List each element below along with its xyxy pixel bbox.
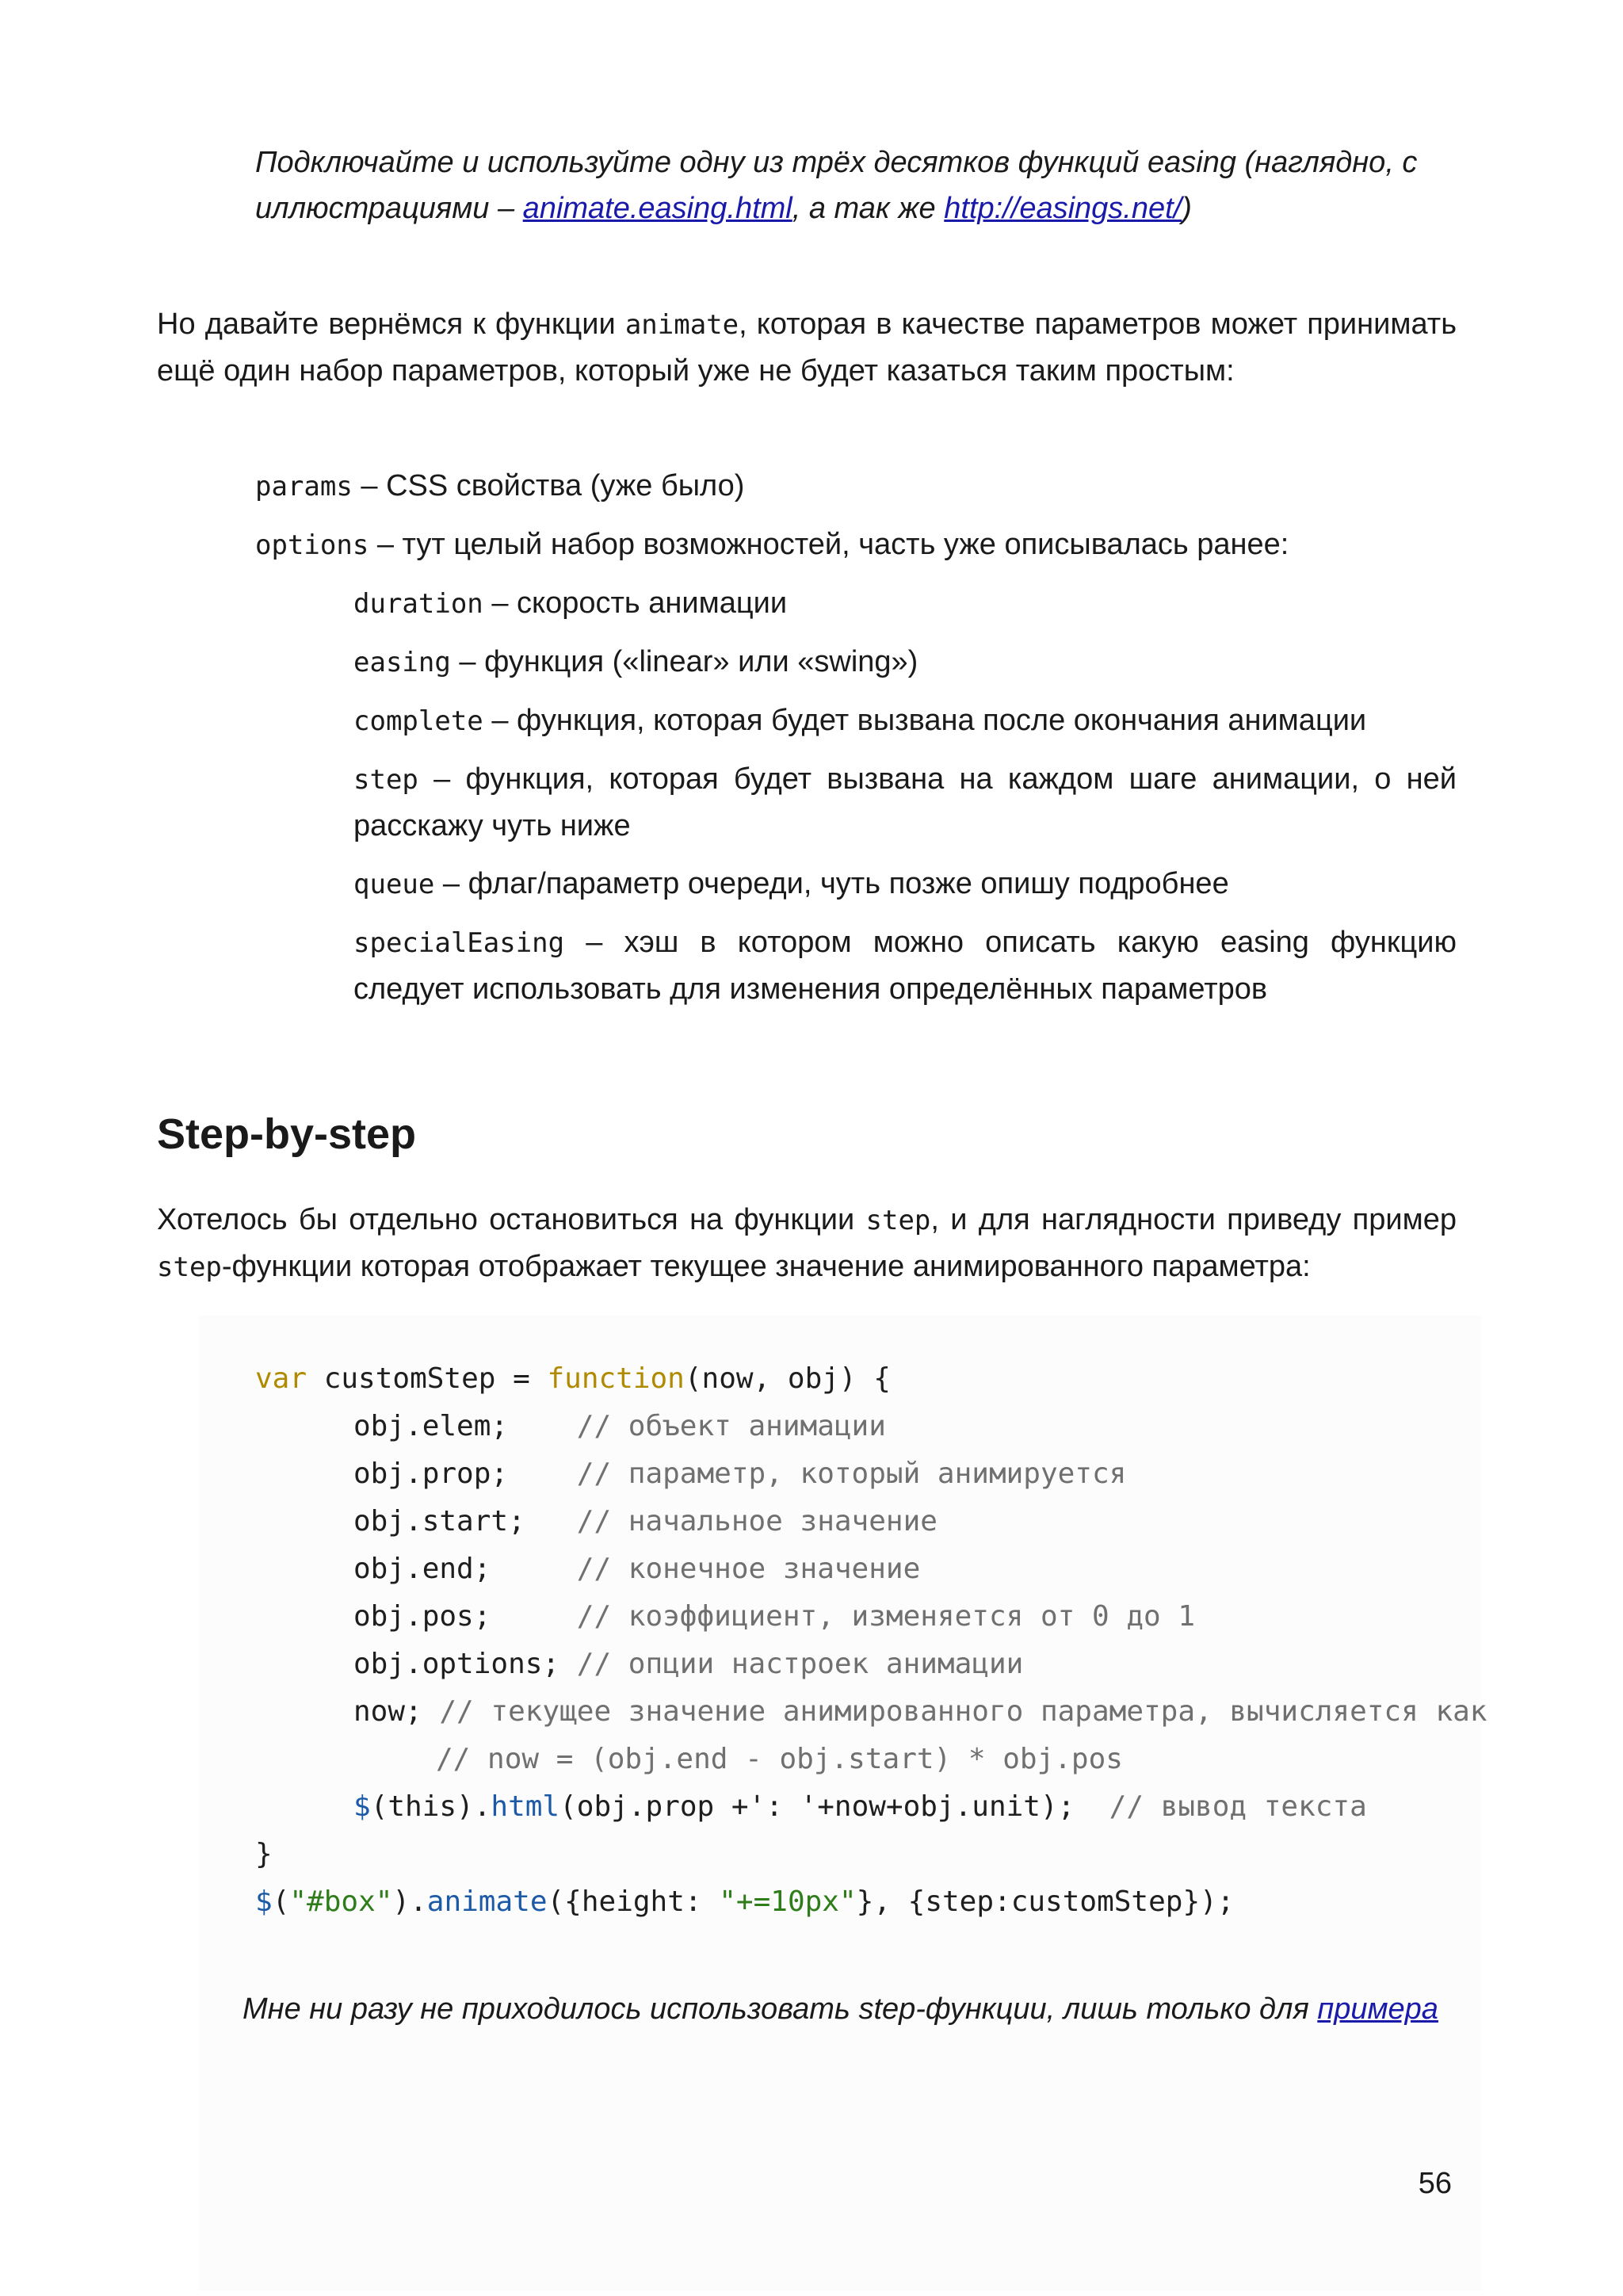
code-comment: // now = (obj.end - obj.start) * obj.pos xyxy=(436,1743,1123,1775)
code-text: ( xyxy=(272,1885,290,1918)
code-text: obj.prop; xyxy=(353,1457,577,1490)
code-text: obj.pos; xyxy=(353,1600,577,1633)
intro-note-end: ) xyxy=(1182,192,1192,225)
easing-demo-link[interactable]: animate.easing.html xyxy=(522,192,792,225)
code-comment: // начальное значение xyxy=(576,1505,938,1538)
code-line xyxy=(353,1593,1195,1641)
code-dollar: $ xyxy=(353,1790,371,1823)
option-desc: – функция, которая будет вызвана после окончания анимации xyxy=(483,704,1367,737)
para2-text-middle: , и для наглядности приведу пример xyxy=(930,1203,1457,1236)
intro-note-text: Подключайте и используйте одну из трёх десятков функций easing (наглядно, с иллюстрациями – xyxy=(255,146,1418,225)
closing-note xyxy=(242,1986,1463,2032)
param-item-options xyxy=(255,521,1460,568)
code-text: (this). xyxy=(370,1790,491,1823)
code-keyword: function xyxy=(547,1362,685,1395)
code-line xyxy=(353,1688,1487,1736)
easings-net-link[interactable]: http://easings.net/ xyxy=(944,192,1182,225)
code-line xyxy=(353,1783,1367,1831)
code-line xyxy=(255,1355,891,1403)
code-method: html xyxy=(491,1790,560,1823)
option-item-easing xyxy=(353,639,1457,686)
option-desc: – скорость анимации xyxy=(483,586,788,620)
code-line xyxy=(353,1498,938,1545)
code-line xyxy=(353,1403,886,1450)
example-link[interactable]: примера xyxy=(1317,1992,1438,2026)
option-desc: – флаг/параметр очереди, чуть позже опишу подробнее xyxy=(434,867,1229,900)
code-comment: // текущее значение анимированного параметра, вычисляется как xyxy=(439,1695,1487,1728)
code-line xyxy=(255,1878,1234,1926)
code-text: obj.options; xyxy=(353,1648,577,1680)
param-name: params xyxy=(255,471,353,502)
param-name: options xyxy=(255,529,369,561)
code-line xyxy=(353,1450,1126,1498)
closing-note-text: Мне ни разу не приходилось использовать step-функции, лишь только для xyxy=(242,1992,1318,2026)
paragraph-step-intro xyxy=(157,1197,1457,1290)
option-name: easing xyxy=(353,647,451,678)
section-heading: Step-by-step xyxy=(157,1110,417,1158)
option-name: complete xyxy=(353,705,483,737)
option-item-special-easing xyxy=(353,919,1457,1012)
param-item-params xyxy=(255,463,1460,510)
paragraph-animate-options xyxy=(157,301,1457,394)
code-comment: // коэффициент, изменяется от 0 до 1 xyxy=(576,1600,1196,1633)
code-text: (now, obj) { xyxy=(684,1362,891,1395)
code-comment: // опции настроек анимации xyxy=(576,1648,1024,1680)
para2-text-end: -функции которая отображает текущее значение анимированного параметра: xyxy=(221,1250,1311,1283)
option-desc: – функция («linear» или «swing») xyxy=(450,645,918,678)
code-comment: // конечное значение xyxy=(576,1553,921,1585)
code-text: obj.start; xyxy=(353,1505,577,1538)
option-item-duration xyxy=(353,580,1457,627)
intro-note xyxy=(255,139,1460,231)
code-comment: // параметр, который анимируется xyxy=(576,1457,1127,1490)
page-number: 56 xyxy=(1418,2167,1452,2200)
code-line xyxy=(353,1641,1023,1688)
code-text: ({height: xyxy=(547,1885,720,1918)
code-comment: // вывод текста xyxy=(1109,1790,1367,1823)
code-text: obj.elem; xyxy=(353,1410,577,1442)
option-item-queue xyxy=(353,861,1457,907)
option-desc: – хэш в котором можно описать какую easing функцию следует использовать для изменения определённых параметров xyxy=(353,926,1457,1006)
param-desc: – тут целый набор возможностей, часть уже описывалась ранее: xyxy=(369,528,1289,561)
option-name: specialEasing xyxy=(353,927,565,959)
para1-text-end: , которая в качестве параметров может принимать ещё один набор параметров, который уже не будет казаться таким простым: xyxy=(157,308,1457,388)
code-line xyxy=(353,1545,920,1593)
option-desc: – функция, которая будет вызвана на каждом шаге анимации, о ней расскажу чуть ниже xyxy=(353,762,1457,842)
option-name: queue xyxy=(353,869,435,900)
para1-text: Но давайте вернёмся к функции xyxy=(157,308,625,341)
code-string: "#box" xyxy=(289,1885,393,1918)
code-text: }, {step:customStep}); xyxy=(856,1885,1235,1918)
para2-text: Хотелось бы отдельно остановиться на функции xyxy=(157,1203,866,1236)
code-dollar: $ xyxy=(255,1885,273,1918)
code-text: now; xyxy=(353,1695,440,1728)
option-item-complete xyxy=(353,697,1457,744)
code-string: "+=10px" xyxy=(719,1885,857,1918)
code-text: ). xyxy=(392,1885,427,1918)
code-text: (obj.prop +': '+now+obj.unit); xyxy=(559,1790,1109,1823)
code-comment: // объект анимации xyxy=(576,1410,886,1442)
code-text: customStep = xyxy=(307,1362,548,1395)
code-line xyxy=(436,1736,1123,1783)
option-name: duration xyxy=(353,588,483,620)
code-text: obj.end; xyxy=(353,1553,577,1585)
inline-code-step-2: step xyxy=(157,1251,222,1283)
code-method: animate xyxy=(426,1885,548,1918)
inline-code-animate: animate xyxy=(624,309,739,341)
param-desc: – CSS свойства (уже было) xyxy=(352,469,745,502)
inline-code-step: step xyxy=(865,1205,931,1236)
code-line xyxy=(255,1831,273,1878)
intro-note-middle: , а так же xyxy=(792,192,945,225)
code-text: } xyxy=(255,1838,273,1870)
option-name: step xyxy=(353,764,418,796)
code-keyword: var xyxy=(255,1362,307,1395)
option-item-step xyxy=(353,756,1457,849)
